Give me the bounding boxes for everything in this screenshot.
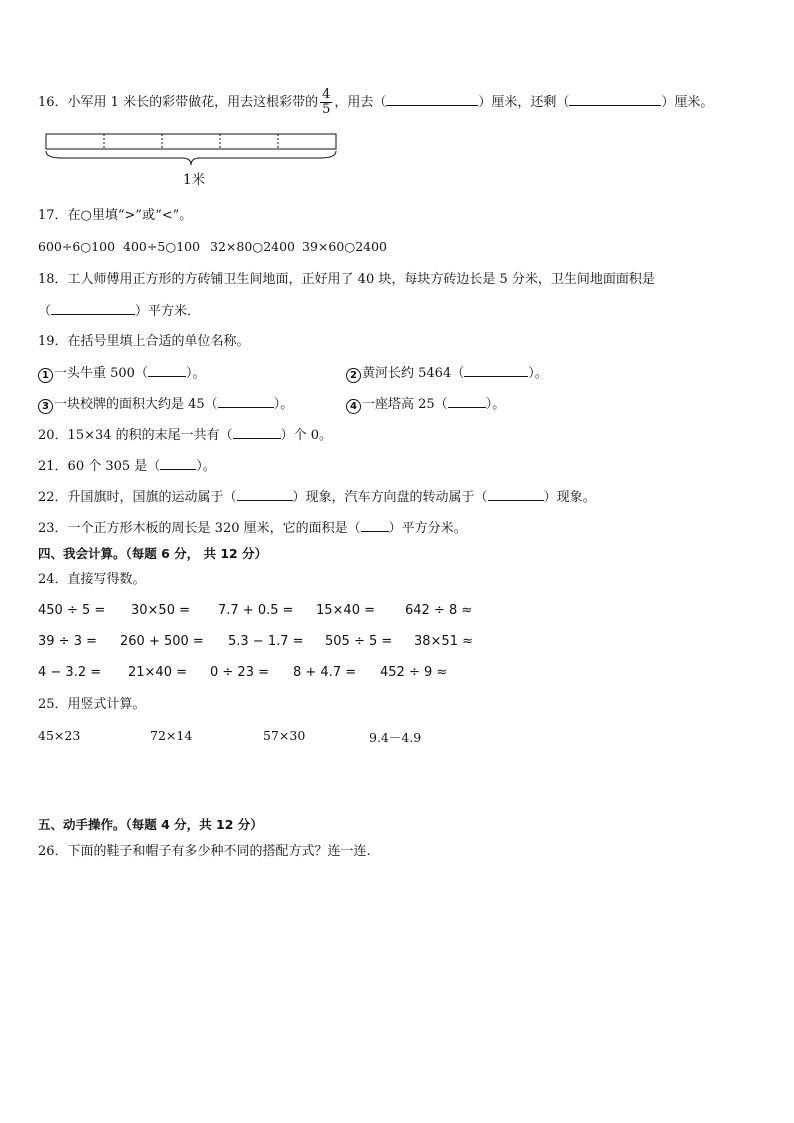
circled-number: 2 xyxy=(346,368,361,383)
calc-item: 30×50 = xyxy=(131,603,191,618)
question-26-title: 26．下面的鞋子和帽子有多少种不同的搭配方式？连一连. xyxy=(38,844,371,859)
answer-blank[interactable] xyxy=(237,488,293,501)
answer-blank[interactable] xyxy=(386,93,478,106)
q20-text: ）个 0。 xyxy=(280,428,333,443)
circled-number: 3 xyxy=(38,399,53,414)
calc-item: 39 ÷ 3 = xyxy=(38,634,97,649)
ribbon-bar xyxy=(46,134,336,149)
question-22 xyxy=(38,488,596,507)
fraction-numerator: 4 xyxy=(322,87,331,102)
q22-text: ）现象。 xyxy=(543,490,596,505)
ribbon-diagram xyxy=(42,128,342,168)
q19-item-1 xyxy=(38,364,205,383)
answer-blank[interactable] xyxy=(51,302,135,315)
compare-item: 400÷5○100 xyxy=(123,239,201,254)
q22-text: 22．升国旗时，国旗的运动属于（ xyxy=(38,490,237,505)
ribbon-length-label: 1米 xyxy=(183,172,206,188)
calc-item: 21×40 = xyxy=(128,665,188,680)
calc-item: 642 ÷ 8 ≈ xyxy=(405,603,473,618)
question-24-title: 24．直接写得数。 xyxy=(38,572,146,587)
calc-item: 505 ÷ 5 = xyxy=(325,634,393,649)
q20-text: 20．15×34 的积的末尾一共有（ xyxy=(38,428,233,443)
answer-blank[interactable] xyxy=(148,364,186,377)
q19-text: ）。 xyxy=(485,397,506,412)
calc-item: 15×40 = xyxy=(316,603,376,618)
answer-blank[interactable] xyxy=(218,395,274,408)
q22-text: ）现象，汽车方向盘的转动属于（ xyxy=(292,490,488,505)
answer-blank[interactable] xyxy=(464,364,528,377)
q21-text: ）。 xyxy=(196,459,216,474)
q19-text: ）。 xyxy=(273,397,294,412)
calc-item: 452 ÷ 9 ≈ xyxy=(380,665,448,680)
q19-text: 一座塔高 25（ xyxy=(362,397,448,412)
section-4-heading: 四、我会计算。（每题 6 分， 共 12 分） xyxy=(38,546,268,561)
calc-item: 450 ÷ 5 = xyxy=(38,603,106,618)
q19-text: 黄河长约 5464（ xyxy=(362,366,465,381)
answer-blank[interactable] xyxy=(569,93,661,106)
question-21 xyxy=(38,457,216,476)
vertical-calc-item: 57×30 xyxy=(263,728,306,743)
q16-mid1: ，用去（ xyxy=(334,95,387,110)
question-18-line2 xyxy=(38,302,200,321)
vertical-calc-item: 72×14 xyxy=(150,728,193,743)
brace-icon xyxy=(46,151,336,165)
answer-blank[interactable] xyxy=(233,426,281,439)
paren-open: （ xyxy=(38,304,52,319)
circled-number: 4 xyxy=(346,399,361,414)
question-20 xyxy=(38,426,332,445)
q18-suffix: ）平方米． xyxy=(135,304,201,319)
circled-number: 1 xyxy=(38,368,53,383)
compare-item: 600÷6○100 xyxy=(38,239,116,254)
q19-text: ）。 xyxy=(185,366,206,381)
calc-item: 5.3 − 1.7 = xyxy=(228,634,304,649)
question-25-title: 25．用竖式计算。 xyxy=(38,697,146,712)
vertical-calc-item: 45×23 xyxy=(38,728,81,743)
question-18-line1: 18．工人师傅用正方形的方砖铺卫生间地面，正好用了 40 块，每块方砖边长是 5 分米，卫生间地面面积是 xyxy=(38,272,655,287)
fraction-4-5 xyxy=(320,88,332,117)
q16-mid2: ）厘米，还剩（ xyxy=(478,95,570,110)
question-19-title: 19．在括号里填上合适的单位名称。 xyxy=(38,334,250,349)
q21-text: 21．60 个 305 是（ xyxy=(38,459,161,474)
answer-blank[interactable] xyxy=(160,457,196,470)
q23-text: ）平方分米。 xyxy=(388,521,467,536)
q16-suffix: ）厘米。 xyxy=(661,95,714,110)
compare-item: 39×60○2400 xyxy=(302,239,388,254)
calc-item: 38×51 ≈ xyxy=(414,634,474,649)
answer-blank[interactable] xyxy=(488,488,544,501)
answer-blank[interactable] xyxy=(448,395,486,408)
q19-item-4 xyxy=(346,395,505,414)
q19-text: 一头牛重 500（ xyxy=(54,366,148,381)
q19-text: 一块校牌的面积大约是 45（ xyxy=(54,397,218,412)
q19-item-3 xyxy=(38,395,293,414)
compare-item: 32×80○2400 xyxy=(210,239,296,254)
answer-blank[interactable] xyxy=(361,519,389,532)
calc-item: 7.7 + 0.5 = xyxy=(218,603,294,618)
calc-item: 260 + 500 = xyxy=(120,634,204,649)
q23-text: 23．一个正方形木板的周长是 320 厘米，它的面积是（ xyxy=(38,521,361,536)
question-17-title: 17．在○里填“>”或“<”。 xyxy=(38,208,193,223)
q19-item-2 xyxy=(346,364,548,383)
question-23 xyxy=(38,519,467,538)
fraction-denominator: 5 xyxy=(322,102,331,117)
calc-item: 8 + 4.7 = xyxy=(293,665,357,680)
calc-item: 4 − 3.2 = xyxy=(38,665,102,680)
q16-prefix: 16．小军用 1 米长的彩带做花，用去这根彩带的 xyxy=(38,95,319,110)
section-5-heading: 五、动手操作。（每题 4 分，共 12 分） xyxy=(38,817,263,832)
calc-item: 0 ÷ 23 = xyxy=(210,665,269,680)
vertical-calc-item: 9.4－4.9 xyxy=(369,730,422,745)
question-16 xyxy=(38,88,713,117)
q19-text: ）。 xyxy=(528,366,548,381)
